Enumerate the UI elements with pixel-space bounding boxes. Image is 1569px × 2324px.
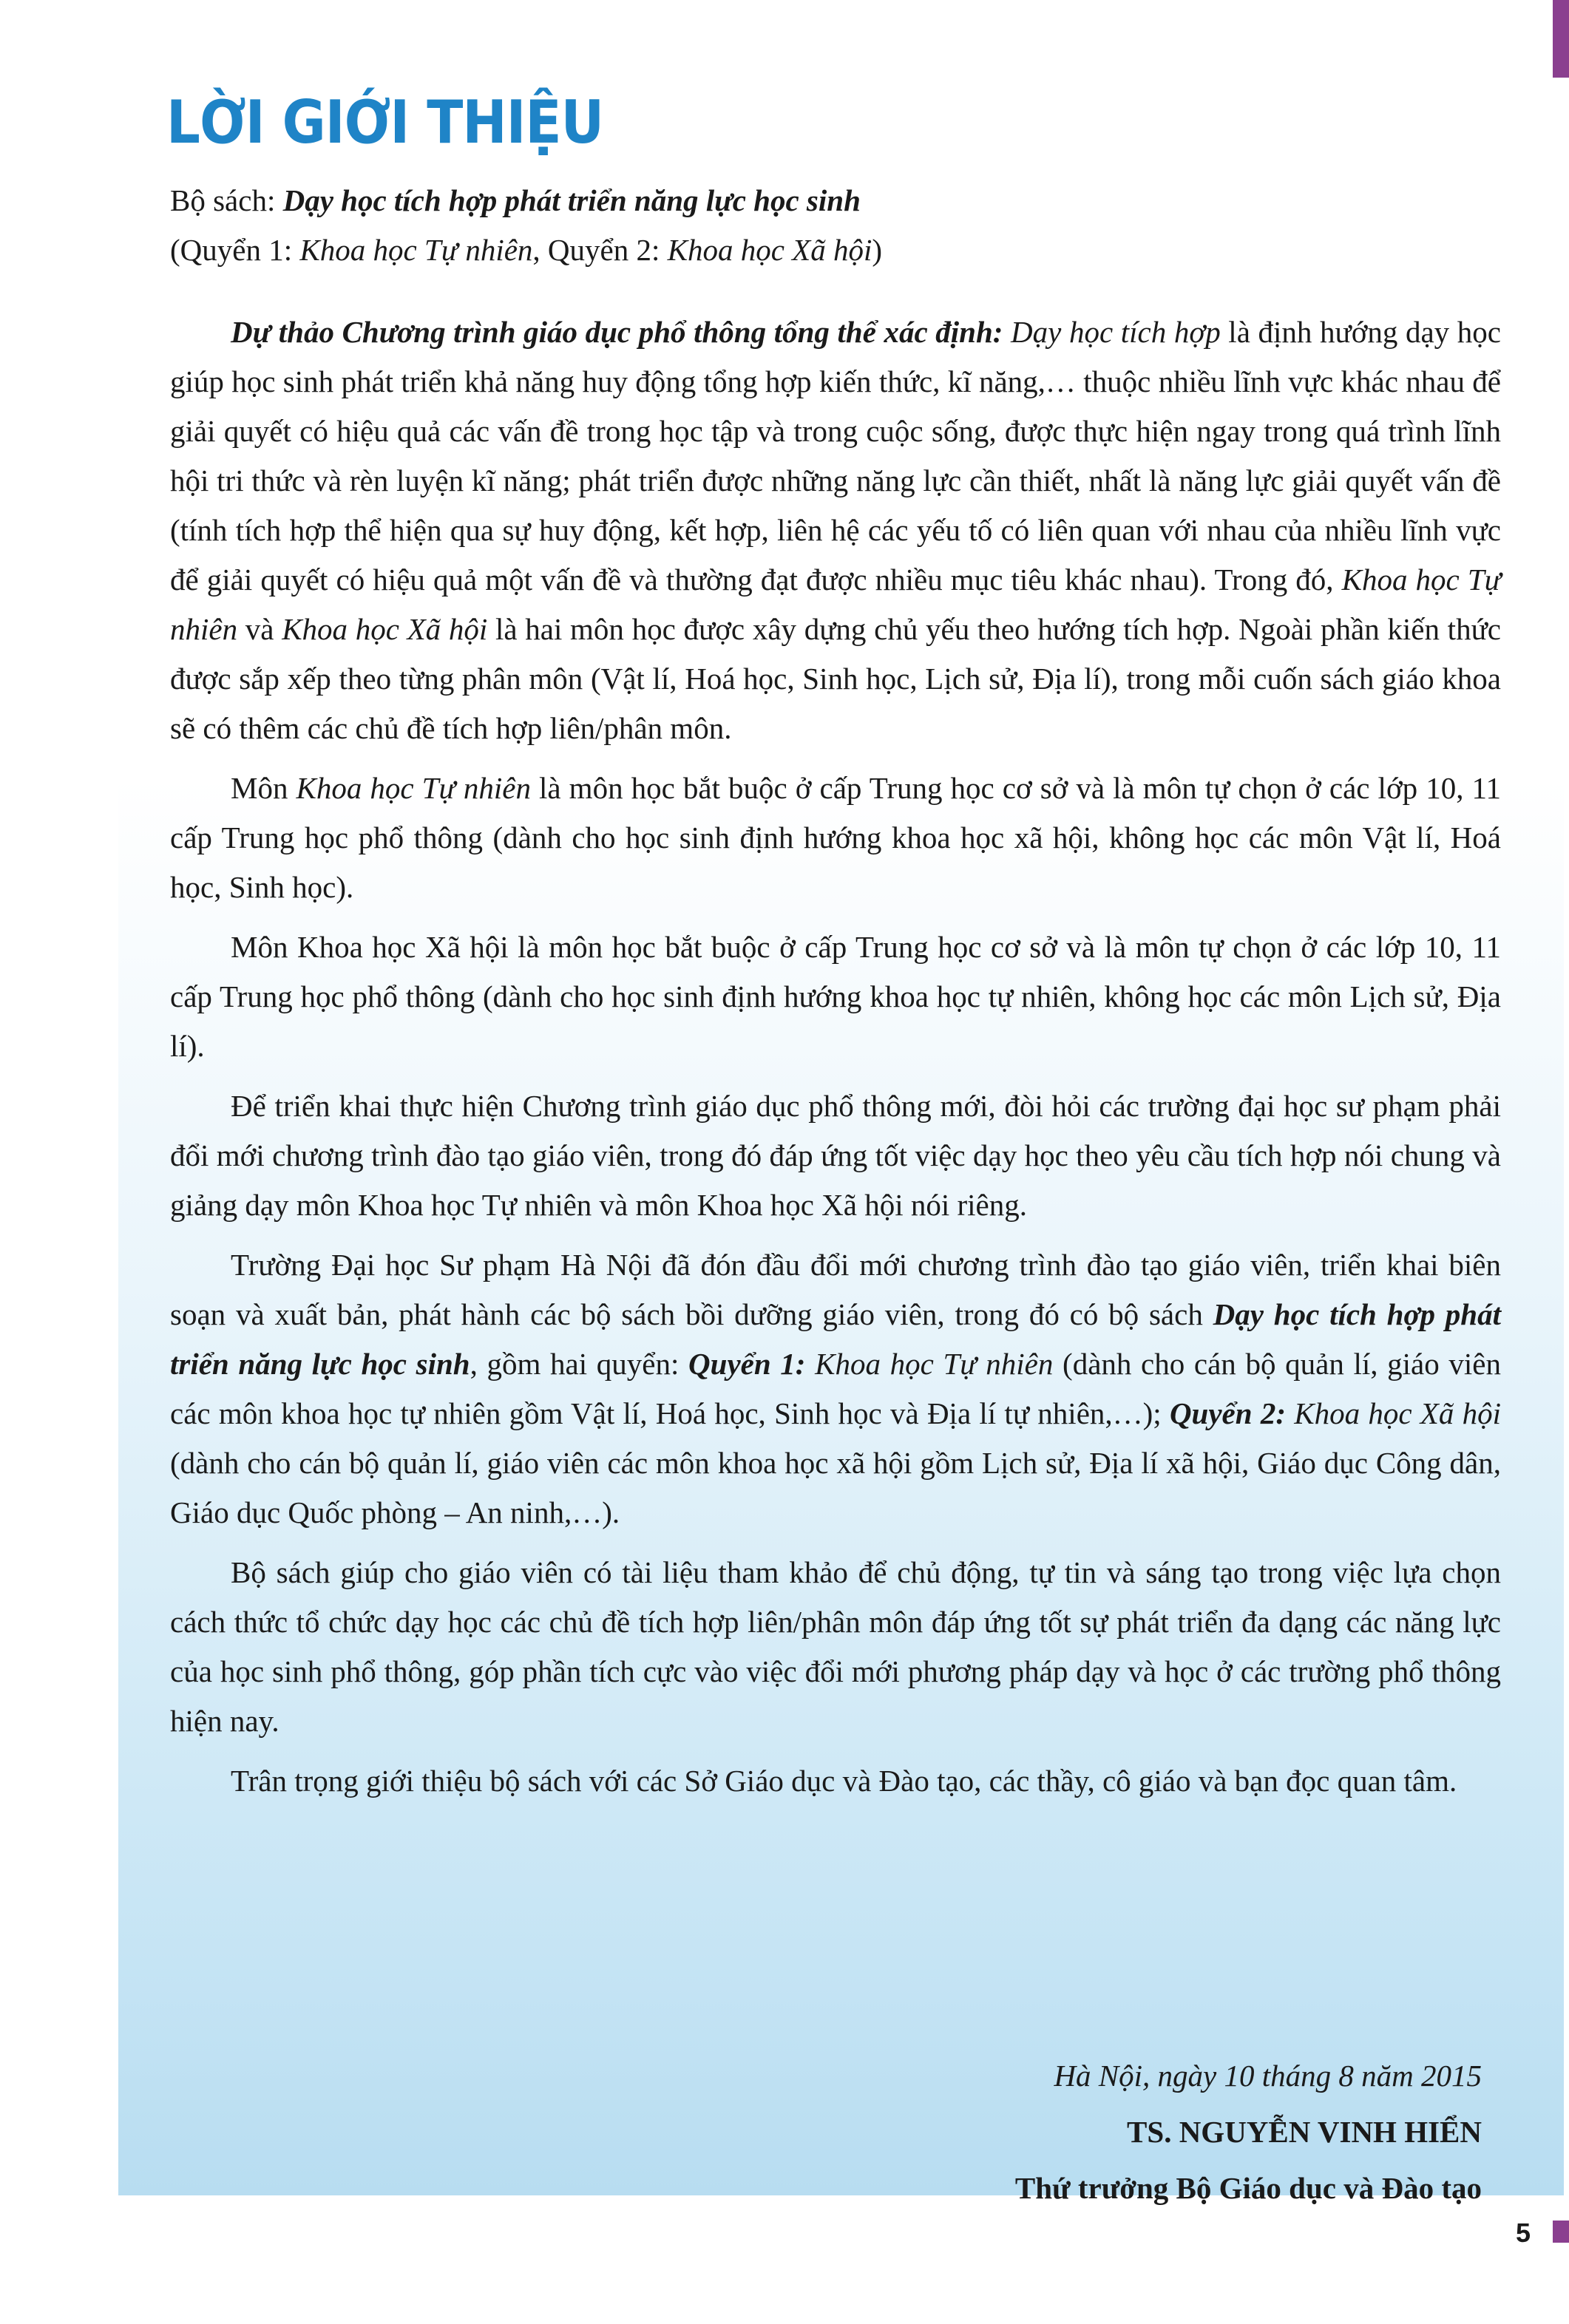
chapter-tab-marker	[1553, 0, 1569, 78]
para5-a: Trường Đại học Sư phạm Hà Nội đã đón đầu đổi mới chương trình đào tạo giáo viên, triển khai biên soạn và xuất bản, phát hành các bộ sách bồi dưỡng giáo viên, trong đó có bộ sách	[170, 1248, 1501, 1331]
volumes-sep: , Quyển 2:	[532, 233, 668, 267]
foreword-body	[170, 176, 1501, 1816]
para1-subject-2: Khoa học Xã hội	[282, 612, 488, 646]
para5-b: , gồm hai quyển:	[470, 1347, 689, 1381]
page-title: LỜI GIỚI THIỆU	[166, 87, 604, 157]
para1-emph: Dạy học tích hợp	[1003, 315, 1221, 349]
paragraph-6: Bộ sách giúp cho giáo viên có tài liệu tham khảo để chủ động, tự tin và sáng tạo trong việc lựa chọn cách thức tổ chức dạy học các chủ đề tích hợp liên/phân môn đáp ứng tốt sự phát triển đa dạng các năng lực của học sinh phổ thông, góp phần tích cực vào việc đổi mới phương pháp dạy và học ở các trường phổ thông hiện nay.	[170, 1555, 1501, 1738]
page-number-marker	[1553, 2221, 1569, 2243]
series-label: Bộ sách:	[170, 183, 283, 217]
paragraph-7: Trân trọng giới thiệu bộ sách với các Sở Giáo dục và Đào tạo, các thầy, cô giáo và bạn đọc quan tâm.	[231, 1764, 1457, 1798]
para5-d: (dành cho cán bộ quản lí, giáo viên các môn khoa học xã hội gồm Lịch sử, Địa lí xã hội, Giáo dục Công dân, Giáo dục Quốc phòng – An ninh,…).	[170, 1446, 1501, 1529]
para2-subject: Khoa học Tự nhiên	[296, 771, 531, 805]
volume-1-title: Khoa học Tự nhiên	[299, 233, 533, 267]
para1-text: là định hướng dạy học giúp học sinh phát triển khả năng huy động tổng hợp kiến thức, kĩ năng,… thuộc nhiều lĩnh vực khác nhau để giải quyết có hiệu quả các vấn đề trong học tập và trong cuộc sống, được thực hiện ngay trong quá trình lĩnh hội tri thức và rèn luyện kĩ năng; phát triển được những năng lực cần thiết, nhất là năng lực giải quyết vấn đề (tính tích hợp thể hiện qua sự huy động, kết hợp, liên hệ các yếu tố có liên quan với nhau của nhiều lĩnh vực để giải quyết có hiệu quả một vấn đề và thường đạt được nhiều mục tiêu khác nhau). Trong đó,	[170, 315, 1501, 597]
paragraph-2	[170, 764, 1501, 912]
volumes-open: (Quyển 1:	[170, 233, 300, 267]
signature-role: Thứ trưởng Bộ Giáo dục và Đào tạo	[1014, 2171, 1482, 2205]
paragraph-5	[170, 1240, 1501, 1538]
paragraph-4: Để triển khai thực hiện Chương trình giáo dục phổ thông mới, đòi hỏi các trường đại học sư phạm phải đổi mới chương trình đào tạo giáo viên, trong đó đáp ứng tốt việc dạy học theo yêu cầu tích hợp nói chung và giảng dạy môn Khoa học Tự nhiên và môn Khoa học Xã hội nói riêng.	[170, 1089, 1501, 1222]
para5-c: (dành cho cán bộ quản lí, giáo viên các môn khoa học tự nhiên gồm Vật lí, Hoá học, Sinh học và Địa lí tự nhiên,…);	[170, 1347, 1501, 1430]
para5-series-title: Dạy học tích hợp phát triển năng lực học sinh	[170, 1297, 1501, 1381]
para2-text: là môn học bắt buộc ở cấp Trung học cơ sở và là môn tự chọn ở các lớp 10, 11 cấp Trung học phổ thông (dành cho học sinh định hướng khoa học xã hội, không học các môn Vật lí, Hoá học, Sinh học).	[170, 771, 1501, 904]
para2-pre: Môn	[231, 771, 296, 805]
para1-and: và	[237, 612, 282, 646]
para1-tail: là hai môn học được xây dựng chủ yếu theo hướng tích hợp. Ngoài phần kiến thức được sắp xếp theo từng phân môn (Vật lí, Hoá học, Sinh học, Lịch sử, Địa lí), trong mỗi cuốn sách giáo khoa sẽ có thêm các chủ đề tích hợp liên/phân môn.	[170, 612, 1501, 745]
volume-2-title: Khoa học Xã hội	[667, 233, 872, 267]
para1-lead: Dự thảo Chương trình giáo dục phổ thông tổng thể xác định:	[231, 315, 1003, 349]
series-line	[170, 176, 1501, 225]
paragraph-3: Môn Khoa học Xã hội là môn học bắt buộc ở cấp Trung học cơ sở và là môn tự chọn ở các lớp 10, 11 cấp Trung học phổ thông (dành cho học sinh định hướng khoa học tự nhiên, không học các môn Lịch sử, Địa lí).	[170, 930, 1501, 1063]
para1-subject-1: Khoa học Tự nhiên	[170, 563, 1501, 646]
para5-volume-1-title: Khoa học Tự nhiên	[805, 1347, 1054, 1381]
volumes-line	[170, 225, 1501, 275]
volumes-close: )	[872, 233, 883, 267]
para5-volume-2-title: Khoa học Xã hội	[1285, 1396, 1502, 1430]
signature-block	[1015, 2048, 1482, 2216]
para5-volume-1-label: Quyển 1:	[688, 1347, 806, 1381]
signature-name: TS. NGUYỄN VINH HIỂN	[1127, 2115, 1482, 2149]
series-title: Dạy học tích hợp phát triển năng lực học sinh	[282, 183, 861, 217]
paragraph-1	[170, 308, 1501, 753]
page-number: 5	[1515, 2218, 1531, 2248]
para5-volume-2-label: Quyển 2:	[1169, 1396, 1286, 1430]
signature-date: Hà Nội, ngày 10 tháng 8 năm 2015	[1054, 2059, 1482, 2093]
